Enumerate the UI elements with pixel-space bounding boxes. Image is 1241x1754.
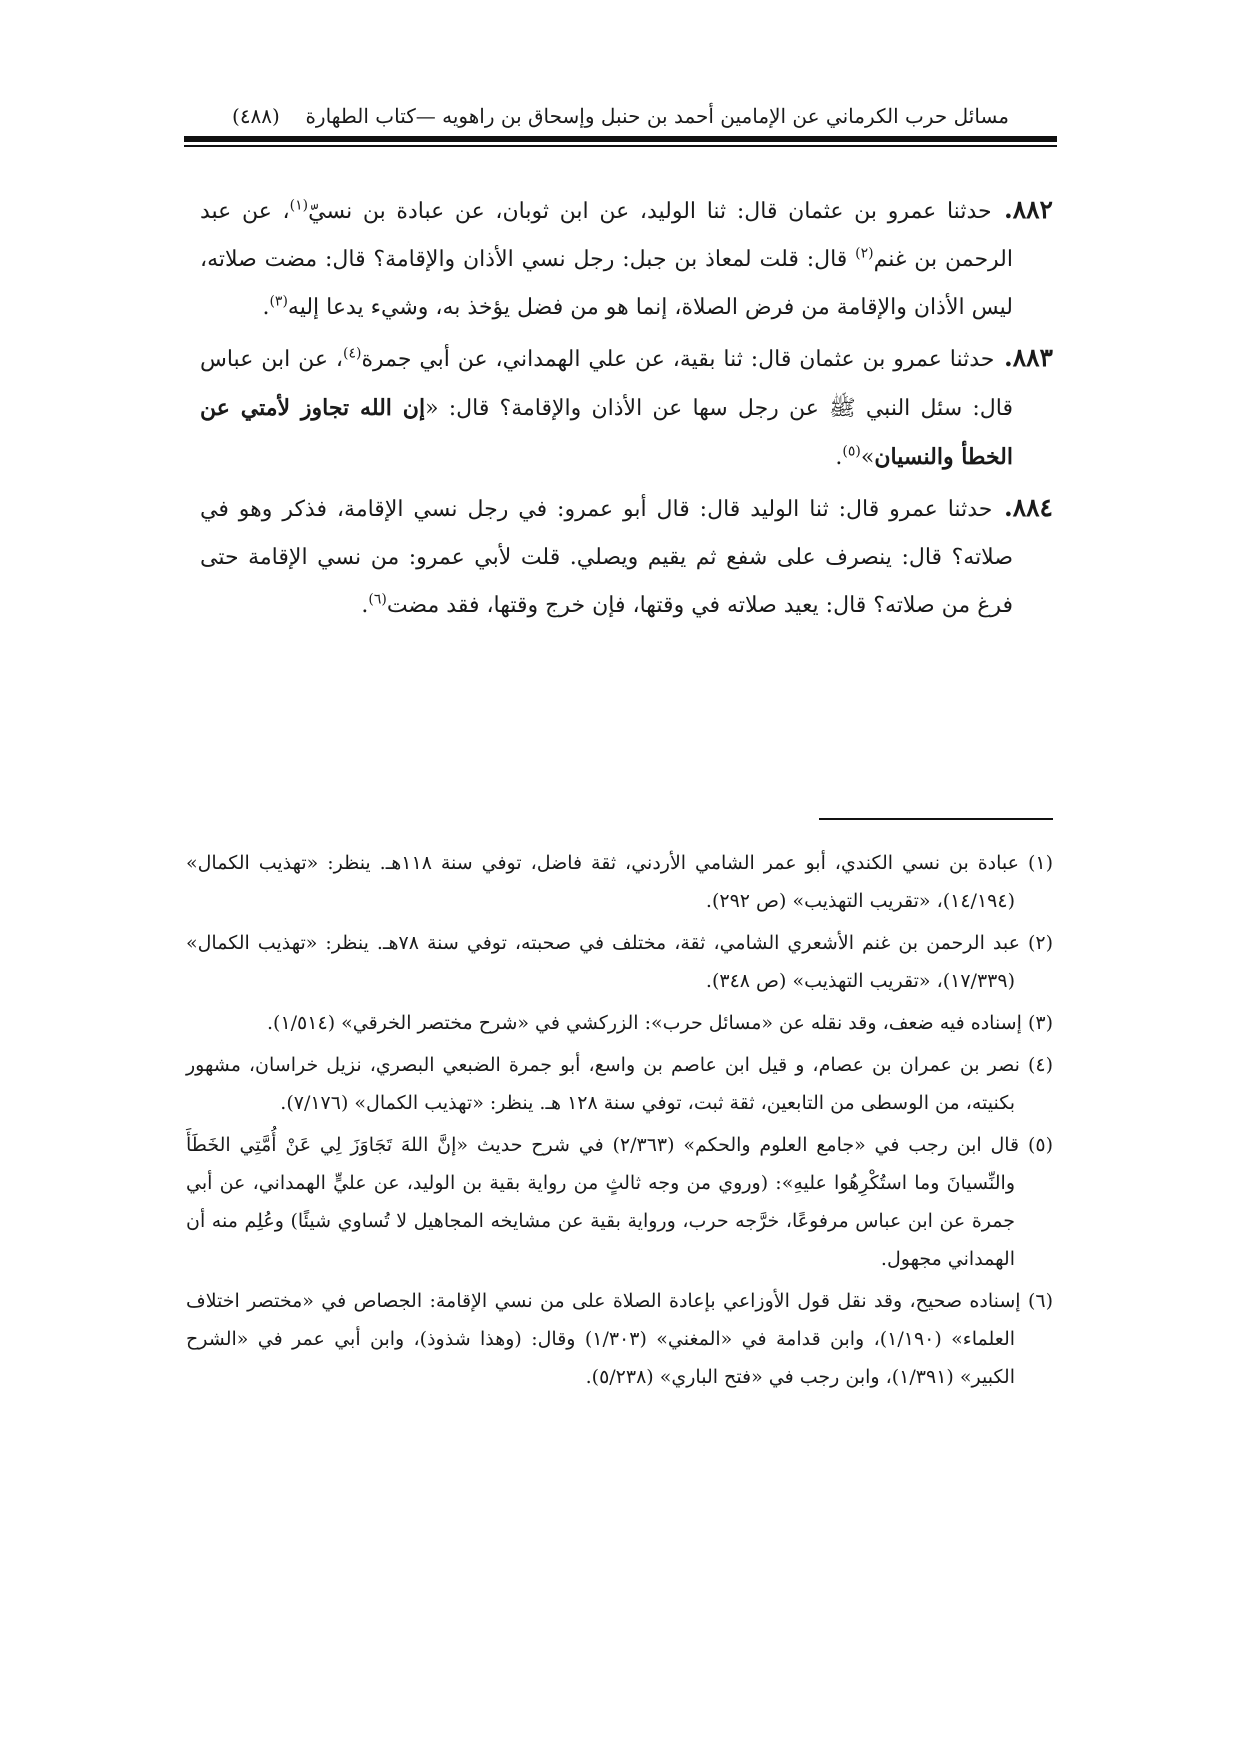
footnote-ref[interactable]: (٣): [269, 293, 288, 310]
entry-text: .: [361, 593, 369, 618]
footnote-text: عبد الرحمن بن غنم الأشعري الشامي، ثقة، مختلف في صحبته، توفي سنة ٧٨هـ. ينظر: «تهذيب الكمال» (١٧/٣٣٩)، «تقريب التهذيب» (ص ٣٤٨).: [186, 932, 1020, 992]
header-rule-thick: [184, 136, 1057, 142]
footnote-number: (٥): [1027, 1134, 1053, 1156]
page-number: (٤٨٨): [232, 104, 280, 128]
footnote-number: (٣): [1027, 1012, 1053, 1034]
footnote-1: [186, 844, 1053, 920]
footnote-ref[interactable]: (٤): [342, 345, 362, 362]
footnote-text: قال ابن رجب في «جامع العلوم والحكم» (٢/٣٦٣) في شرح حديث «إنَّ اللهَ تَجَاوَزَ لِي عَنْ أُمَّتِي الخَطَأَ والنِّسيانَ وما استُكْرِهُوا عليهِ»: (وروي من وجه ثالثٍ من رواية بقية بن الوليد، عن عليٍّ الهمداني، عن أبي جمرة عن ابن عباس مرفوعًا، خرَّجه حرب، ورواية بقية عن مشايخه المجاهيل لا تُساوي شيئًا) وعُلِم منه أن الهمداني مجهول.: [186, 1134, 1020, 1270]
entry-882: [200, 186, 1053, 332]
footnote-ref[interactable]: (٦): [368, 591, 387, 608]
footnote-ref[interactable]: (٥): [842, 443, 861, 460]
entry-text: .: [835, 445, 843, 470]
entry-number: ٨٨٣ .: [994, 343, 1053, 372]
footnote-number: (٢): [1027, 932, 1054, 954]
footnotes: [186, 844, 1053, 1400]
entry-number: ٨٨٢ .: [992, 195, 1053, 224]
footnote-ref[interactable]: (٢): [855, 245, 874, 262]
entry-884: [200, 484, 1053, 630]
main-text: [200, 186, 1053, 632]
footnote-number: (٦): [1027, 1290, 1053, 1312]
entry-text: ، عن ابن عباس قال: سئل النبي ﷺ عن رجل سها عن الأذان والإقامة؟ قال: «: [200, 347, 1014, 421]
header-rule-thin: [184, 145, 1057, 147]
footnote-5: [186, 1126, 1053, 1278]
footnote-4: [186, 1046, 1053, 1122]
entry-text: حدثنا عمرو بن عثمان قال: ثنا الوليد، عن ابن ثوبان، عن عبادة بن نسيّ: [308, 199, 992, 224]
footnote-number: (١): [1027, 852, 1053, 874]
footnote-2: [186, 924, 1053, 1000]
header-title: مسائل حرب الكرماني عن الإمامين أحمد بن حنبل وإسحاق بن راهويه —كتاب الطهارة: [305, 104, 1009, 128]
footnote-text: نصر بن عمران بن عصام، و قيل ابن عاصم بن واسع، أبو جمرة الضبعي البصري، نزيل خراسان، مشهور بكنيته، من الوسطى من التابعين، ثقة ثبت، توفي سنة ١٢٨ هـ. ينظر: «تهذيب الكمال» (٧/١٧٦).: [186, 1054, 1020, 1114]
entry-text: ، عن عبد الرحمن بن غنم: [200, 199, 1013, 272]
footnote-ref[interactable]: (١): [289, 197, 309, 214]
hadith-quote: إن الله تجاوز لأمتي عن الخطأ والنسيان: [200, 395, 1013, 470]
entry-text: حدثنا عمرو بن عثمان قال: ثنا بقية، عن علي الهمداني، عن أبي جمرة: [361, 347, 995, 372]
footnote-separator: [819, 818, 1053, 820]
entry-text: »: [860, 445, 875, 470]
running-header: [232, 88, 1009, 128]
entry-text: .: [262, 295, 270, 320]
footnote-text: إسناده فيه ضعف، وقد نقله عن «مسائل حرب»: الزركشي في «شرح مختصر الخرقي» (١/٥١٤).: [267, 1012, 1022, 1034]
footnote-text: إسناده صحيح، وقد نقل قول الأوزاعي بإعادة الصلاة على من نسي الإقامة: الجصاص في «مختصر اختلاف العلماء» (١/١٩٠)، وابن قدامة في «المغني» (١/٣٠٣) وقال: (وهذا شذوذ)، وابن أبي عمر في «الشرح الكبير» (١/٣٩١)، وابن رجب في «فتح الباري» (٥/٢٣٨).: [186, 1290, 1021, 1388]
entry-text: حدثنا عمرو قال: ثنا الوليد قال: قال أبو عمرو: في رجل نسي الإقامة، فذكر وهو في صلاته؟ قال: ينصرف على شفع ثم يقيم ويصلي. قلت لأبي عمرو: من نسي الإقامة حتى فرغ من صلاته؟ قال: يعيد صلاته في وقتها، فإن خرج وقتها، فقد مضت: [200, 497, 1013, 618]
entry-number: ٨٨٤ .: [992, 493, 1053, 522]
footnote-6: [186, 1282, 1053, 1396]
footnote-3: [186, 1004, 1053, 1042]
entry-text: قال: قلت لمعاذ بن جبل: رجل نسي الأذان والإقامة؟ قال: مضت صلاته، ليس الأذان والإقامة من فرض الصلاة، إنما هو من فضل يؤخذ به، وشيء يدعا إليه: [200, 247, 1013, 320]
entry-883: [200, 334, 1053, 482]
footnote-number: (٤): [1027, 1054, 1053, 1076]
footnote-text: عبادة بن نسي الكندي، أبو عمر الشامي الأردني، ثقة فاضل، توفي سنة ١١٨هـ. ينظر: «تهذيب الكمال» (١٤/١٩٤)، «تقريب التهذيب» (ص ٢٩٢).: [186, 852, 1019, 912]
